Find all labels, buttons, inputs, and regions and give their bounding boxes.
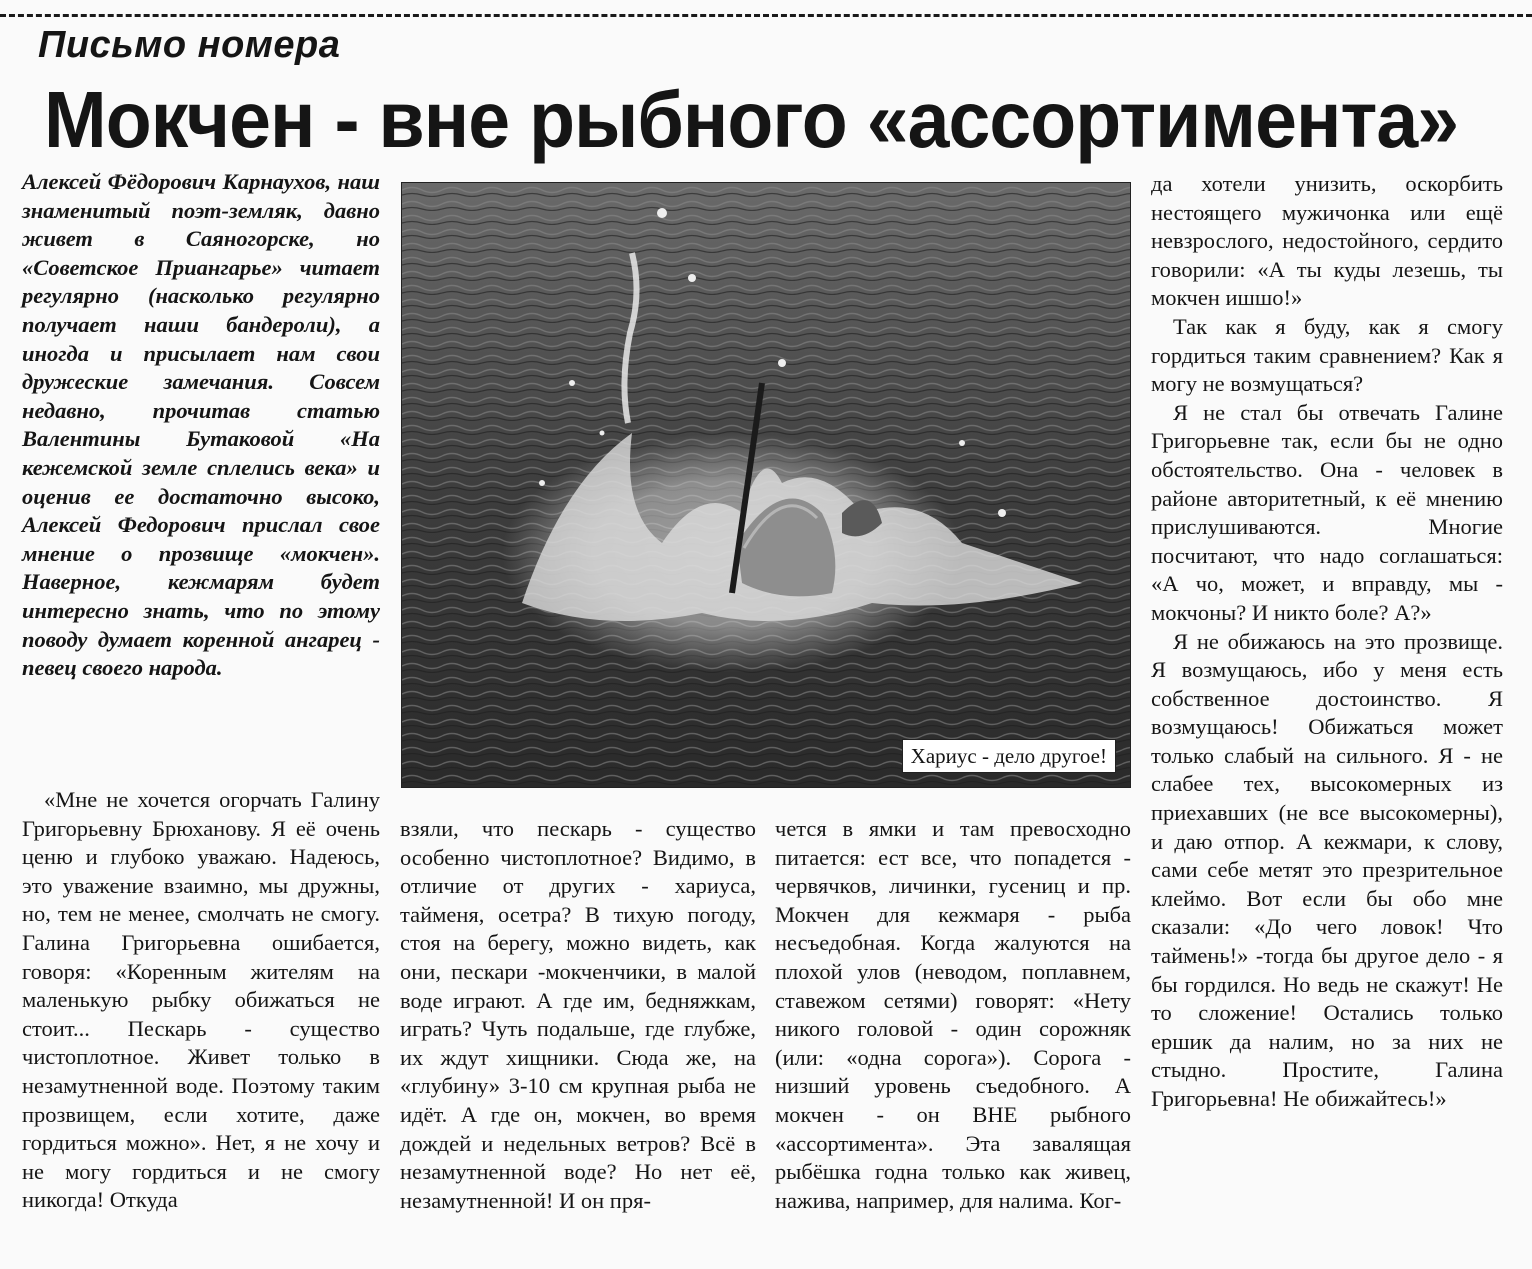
column-3-text [775, 815, 1131, 1215]
column-1-text [22, 786, 380, 1215]
section-kicker: Письмо номера [38, 24, 341, 66]
column-4-paragraph-1: да хотели унизить, оскорбить нестоящего мужичонка или ещё невзрослого, недостойного, сердито говорили: «А ты куды лезешь, ты мокчен ишшо!» [1151, 171, 1503, 311]
column-1-paragraph: «Мне не хочется огорчать Галину Григорьевну Брюханову. Я её очень ценю и глубоко уважаю. Надеюсь, это уважение взаимно, мы дружны, но, тем не менее, смолчать не смогу. Галина Григорьевна ошибается, говоря: «Коренным жителям на маленькую рыбку обижаться не стоит... Пескарь - существо чистоплотное. Живет только в незамутненной воде. Поэтому таким прозвищем, если хотите, даже гордиться можно». Нет, я не хочу и не могу гордиться и не смогу никогда! Откуда [22, 787, 380, 1213]
column-4-paragraph-2: Так как я буду, как я смогу гордиться таким сравнением? Как я могу не возмущаться? [1151, 313, 1503, 397]
column-2-text [400, 815, 756, 1215]
article-lead [22, 168, 380, 683]
top-dashed-rule [0, 14, 1532, 17]
column-2-paragraph: взяли, что пескарь - существо особенно чистоплотное? Видимо, в отличие от других - хариуса, тайменя, осетра? В тихую погоду, стоя на берегу, можно видеть, как они, пескари -мокченчики, в малой воде играют. А где им, бедняжкам, играть? Чуть подальше, где глубже, их ждут хищники. Сюда же, на «глубину» 3-10 см крупная рыба не идёт. А где он, мокчен, во время дождей и недельных ветров? Всё в незамутненной воде? Но нет её, незамутненной! И он пря- [400, 816, 756, 1213]
photo-caption: Хариус - дело другое! [902, 739, 1116, 773]
fish-splash-photo [402, 183, 1130, 787]
column-3-paragraph: чется в ямки и там превосходно питается: ест все, что попадется - червячков, личинки, гусениц и пр. Мокчен для кежмаря - рыба несъедобная. Когда жалуются на плохой улов (неводом, поплавнем, ставежом сетями) говорят: «Нету никого головой - один сорожняк (или: «одна сорога»). Сорога - низший уровень съедобного. А мокчен - он ВНЕ рыбного «ассортимента». Эта завалящая рыбёшка годна только как живец, нажива, например, для налима. Ког- [775, 816, 1131, 1213]
column-4-text [1151, 170, 1503, 1114]
column-4-paragraph-4: Я не обижаюсь на это прозвище. Я возмущаюсь, ибо у меня есть собственное достоинство. Я возмущаюсь! Обижаться может только слабый на сильного. Я - не слабее тех, высокомерных из приехавших (не все высокомерны), и даю отпор. А кежмари, к слову, сами себе метят это презрительное клеймо. Вот если бы обо мне сказали: «До чего ловок! Что таймень!» -тогда бы другое дело - я бы гордился. Но ведь не скажут! Не то сложение! Остались только ершик да налим, но за них не стыдно. Простите, Галина Григорьевна! Не обижайтесь!» [1151, 628, 1503, 1111]
lead-paragraph: Алексей Фёдорович Карнаухов, наш знаменитый поэт-земляк, давно живет в Саяногорске, но «Советское Приангарье» читает регулярно (насколько регулярно получает наши бандероли), а иногда и присылает нам свои дружеские замечания. Совсем недавно, прочитав статью Валентины Бутаковой «На кежемской земле сплелись века» и оценив ее достаточно высоко, Алексей Федорович прислал свое мнение о прозвище «мокчен». Наверное, кежмарям будет интересно знать, что по этому поводу думает коренной ангарец - певец своего народа. [22, 169, 380, 681]
article-photo [401, 182, 1131, 788]
article-headline: Мокчен - вне рыбного «ассортимента» [44, 75, 1459, 164]
column-4-paragraph-3: Я не стал бы отвечать Галине Григорьевне так, если бы не одно обстоятельство. Она - человек в районе авторитетный, к её мнению прислушиваются. Многие посчитают, что надо соглашаться: «А чо, может, и вправду, мы - мокчоны? И никто боле? А?» [1151, 399, 1503, 625]
